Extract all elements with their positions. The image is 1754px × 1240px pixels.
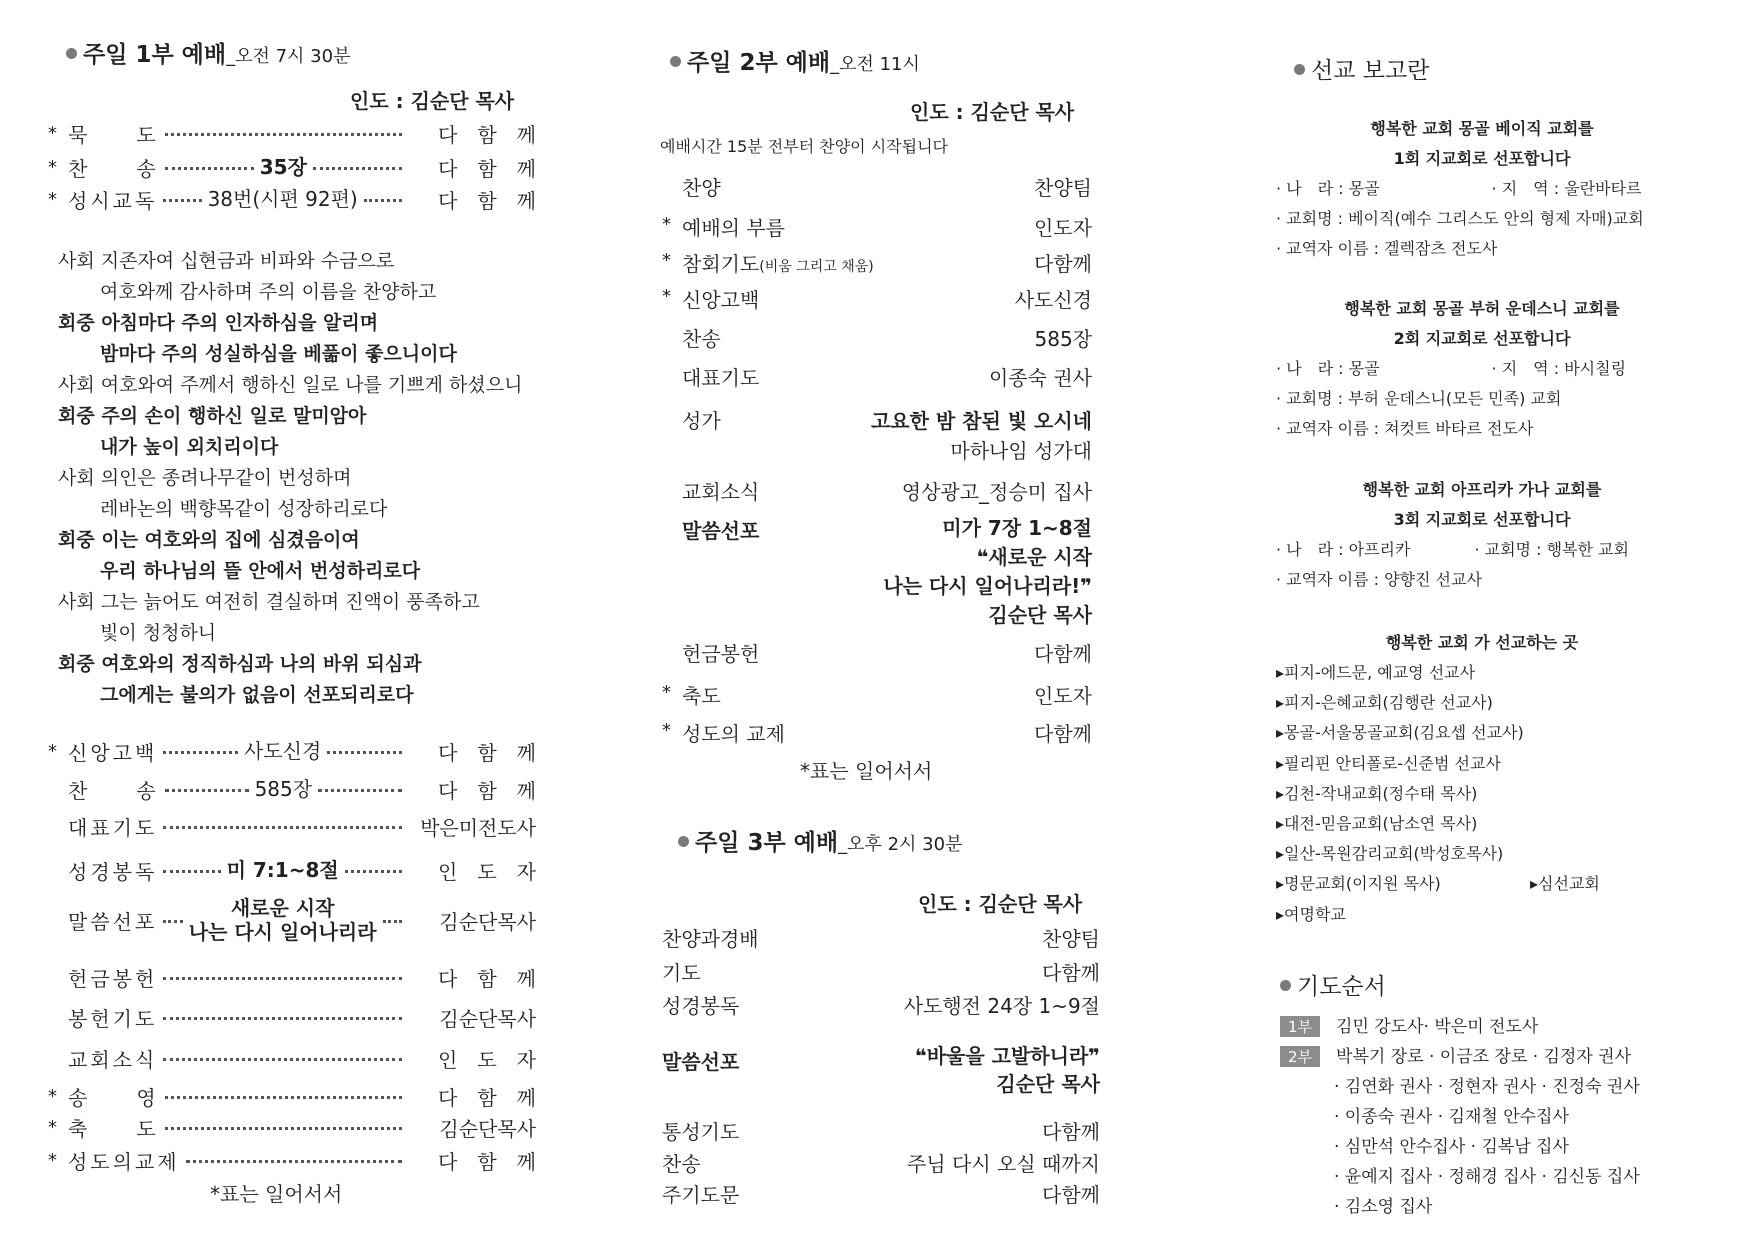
dot-leader — [186, 1154, 402, 1163]
order-label: 성도의 교제 — [682, 722, 785, 746]
service1-heading — [66, 36, 350, 69]
order-value: 다 함 께 — [438, 778, 537, 803]
order-value: 찬양팀 — [1042, 927, 1100, 951]
reading-line: 회중 여호와의 정직하심과 나의 바위 되심과 — [58, 653, 422, 675]
order-value: 다함께 — [1042, 1120, 1100, 1144]
order-value: 다 함 께 — [438, 1149, 536, 1174]
order-label: 말씀선포 — [68, 909, 158, 934]
service3-time: _오후 2시 30분 — [838, 834, 963, 855]
mission-block-line: · 나 라 : 몽골 · 지 역 : 바시칠링 — [1276, 359, 1627, 378]
service2-anthem-label: 성가 — [682, 409, 721, 433]
sermon-line: 김순단 목사 — [996, 1072, 1100, 1096]
order-label-sub: (비움 그리고 채움) — [759, 259, 874, 275]
star-mark: * — [662, 720, 671, 741]
service1-note: *표는 일어서서 — [210, 1182, 343, 1206]
dot-leader — [165, 1090, 402, 1099]
prayer-line-2: 박복기 장로 · 이금조 장로 · 김정자 권사 — [1336, 1047, 1632, 1067]
dot-leader — [318, 783, 402, 792]
order-label-text: 대표기도 — [682, 366, 760, 390]
mission-block-title: 행복한 교회 아프리카 가나 교회를 — [1362, 480, 1602, 499]
sermon-line: ❝새로운 시작 — [976, 545, 1092, 569]
reading-line: 회중 아침마다 주의 인자하심을 알리며 — [58, 312, 379, 334]
reading-line: 그에게는 불의가 없음이 선포되리로다 — [100, 684, 414, 706]
dot-leader — [163, 914, 182, 923]
prayer-row-2 — [1280, 1042, 1631, 1067]
mission-block-line: · 교회명 : 베이직(예수 그리스도 안의 형제 자매)교회 — [1276, 209, 1644, 228]
order-row — [48, 118, 536, 148]
dot-leader — [163, 745, 238, 754]
service3-sermon — [915, 1042, 1100, 1098]
star-mark: * — [48, 1085, 57, 1107]
order-label: 성경봉독 — [68, 859, 158, 884]
prayer-line: · 심만석 안수집사 · 김복남 집사 — [1334, 1137, 1569, 1157]
service2-anthem-title: 고요한 밤 참된 빛 오시네 — [870, 409, 1092, 433]
prayer-heading — [1280, 968, 1386, 1001]
order-row — [48, 152, 536, 182]
order-label-text: 찬양 — [682, 176, 721, 200]
order-row — [48, 1145, 536, 1175]
order-label: 주기도문 — [662, 1183, 740, 1207]
order-value: 다 함 께 — [438, 122, 536, 147]
order-value: 사도신경 — [1014, 288, 1092, 312]
service2-leader: 인도 : 김순단 목사 — [910, 100, 1075, 124]
sermon-line: 미가 7장 1~8절 — [942, 516, 1092, 540]
order-value: 김순단목사 — [439, 1116, 536, 1141]
star-mark: * — [48, 122, 57, 144]
reading-line: 회중 이는 여호와의 집에 심겼음이여 — [58, 529, 360, 551]
dot-leader — [165, 1121, 402, 1130]
order-label: 찬송 — [662, 1152, 701, 1176]
order-row — [48, 1112, 536, 1142]
dot-leader — [163, 1011, 402, 1020]
bullet-icon — [66, 48, 77, 59]
star-mark: * — [662, 250, 671, 271]
order-row — [48, 736, 536, 766]
bullet-icon — [1294, 64, 1305, 75]
service1-time: _오전 7시 30분 — [226, 46, 351, 67]
order-value: 다함께 — [1042, 1183, 1100, 1207]
star-mark: * — [48, 1116, 57, 1138]
dot-leader — [364, 193, 402, 202]
service2-news-value: 영상광고_정승미 집사 — [901, 480, 1092, 504]
order-value: 이종숙 권사 — [989, 366, 1092, 390]
dot-leader — [163, 193, 201, 202]
bullet-icon — [678, 836, 689, 847]
order-row — [48, 1043, 536, 1073]
order-value: 박은미전도사 — [420, 815, 536, 840]
order-label: 축도 — [682, 684, 721, 708]
order-label: 찬 송 — [68, 156, 159, 181]
order-label: 찬 송 — [68, 778, 159, 803]
star-mark: * — [662, 682, 671, 703]
mission-title: 선교 보고란 — [1311, 58, 1430, 84]
reading-line: 회중 주의 손이 행하신 일로 말미암아 — [58, 405, 367, 427]
service3-sermon-label: 말씀선포 — [662, 1050, 740, 1074]
service2-title: 주일 2부 예배 — [687, 50, 831, 76]
service1-leader: 인도 : 김순단 목사 — [350, 89, 515, 113]
order-row — [48, 962, 536, 992]
order-value: 다 함 께 — [438, 966, 536, 991]
mission-place: ▸김천-작내교회(정수태 목사) — [1276, 783, 1478, 803]
order-value: 다함께 — [1034, 642, 1092, 666]
order-label — [682, 323, 721, 352]
mission-block-line: · 교역자 이름 : 겔렉잠츠 전도사 — [1276, 239, 1498, 258]
order-row — [48, 1081, 536, 1111]
dot-leader — [163, 1052, 402, 1061]
order-value: 찬양팀 — [1034, 176, 1092, 200]
order-value: 주님 다시 오실 때까지 — [907, 1152, 1100, 1176]
mission-block-line: · 교역자 이름 : 양향진 선교사 — [1276, 570, 1482, 589]
dot-leader — [163, 971, 402, 980]
order-mid: 미 7:1~8절 — [226, 858, 339, 882]
order-label-text: 찬송 — [682, 327, 721, 351]
order-row — [48, 811, 536, 841]
order-value: 다함께 — [1034, 252, 1092, 276]
order-value: 사도행전 24장 1~9절 — [903, 994, 1100, 1018]
dot-leader — [383, 914, 402, 923]
mission-block-line: · 교회명 : 부허 운데스니(모든 민족) 교회 — [1276, 389, 1562, 408]
star-mark: * — [48, 740, 57, 762]
sermon-line: ❝바울을 고발하니라❞ — [915, 1044, 1100, 1068]
reading-line: 내가 높이 외치리이다 — [100, 436, 279, 458]
mission-place: ▸명문교회(이지원 목사) — [1276, 874, 1441, 894]
order-label: 봉헌기도 — [68, 1006, 158, 1031]
service1-title: 주일 1부 예배 — [83, 42, 227, 68]
dot-leader — [327, 745, 402, 754]
order-label-text: 예배의 부름 — [682, 216, 785, 240]
prayer-line: · 윤예지 집사 · 정해경 집사 · 김신동 집사 — [1334, 1167, 1640, 1187]
order-value: 인 도 자 — [438, 859, 537, 884]
order-value: 다 함 께 — [438, 156, 537, 181]
mission-place: ▸필리핀 안티폴로-신준범 선교사 — [1276, 753, 1501, 773]
star-mark: * — [48, 156, 57, 178]
order-label — [682, 212, 785, 241]
order-label — [682, 284, 759, 313]
order-value: 인도자 — [1034, 216, 1092, 240]
dot-leader — [165, 783, 249, 792]
order-label: 신앙고백 — [68, 740, 158, 765]
mission-places-title: 행복한 교회 가 선교하는 곳 — [1385, 633, 1579, 652]
service2-anthem-choir: 마하나임 성가대 — [950, 439, 1092, 463]
service2-sermon — [883, 514, 1092, 630]
sermon-line: 김순단 목사 — [988, 603, 1092, 627]
order-value: 다 함 께 — [438, 1085, 536, 1110]
prayer-line: · 김소영 집사 — [1334, 1197, 1433, 1217]
mission-block-title: 행복한 교회 몽골 부허 운데스니 교회를 — [1344, 299, 1620, 318]
dot-leader — [163, 864, 220, 873]
order-label: 대표기도 — [68, 815, 158, 840]
reading-line: 사회 의인은 종려나무같이 번성하며 — [58, 467, 352, 489]
service3-heading — [678, 824, 962, 857]
order-mid: 585장 — [254, 777, 313, 801]
star-mark: * — [662, 214, 671, 235]
dot-leader — [313, 161, 402, 170]
reading-line: 사회 지존자여 십현금과 비파와 수금으로 — [58, 250, 395, 272]
dot-leader — [165, 161, 254, 170]
dot-leader — [345, 864, 402, 873]
prayer-line-1: 김민 강도사· 박은미 전도사 — [1336, 1017, 1539, 1037]
order-row — [48, 896, 536, 944]
order-label: 교회소식 — [68, 1047, 158, 1072]
order-label: 통성기도 — [662, 1120, 740, 1144]
mission-place: ▸피지-에드문, 예교영 선교사 — [1276, 663, 1476, 682]
order-value: 다함께 — [1034, 722, 1092, 746]
order-label — [682, 362, 759, 391]
order-mid: 새로운 시작 나는 다시 일어나리라 — [188, 896, 377, 944]
mission-place: ▸일산-목원감리교회(박성호목사) — [1276, 844, 1504, 864]
order-label: 축 도 — [68, 1116, 159, 1141]
order-row — [48, 855, 536, 885]
prayer-tag-1: 1부 — [1280, 1016, 1320, 1037]
service3-leader: 인도 : 김순단 목사 — [918, 892, 1083, 916]
mission-block-line: · 나 라 : 아프리카 · 교회명 : 행복한 교회 — [1276, 540, 1629, 559]
reading-line: 밤마다 주의 성실하심을 베풂이 좋으니이다 — [100, 343, 457, 365]
order-value: 김순단목사 — [439, 1006, 536, 1031]
mission-place: ▸여명학교 — [1276, 904, 1346, 924]
mission-place: ▸대전-믿음교회(남소연 목사) — [1276, 814, 1478, 833]
mission-block-subtitle: 3회 지교회로 선포합니다 — [1393, 510, 1571, 529]
order-row — [48, 774, 536, 804]
dot-leader — [163, 820, 402, 829]
mission-block-subtitle: 1회 지교회로 선포합니다 — [1393, 149, 1571, 168]
order-label: 찬양과경배 — [662, 927, 759, 951]
prayer-tag-2: 2부 — [1280, 1046, 1320, 1067]
order-value: 김순단목사 — [439, 909, 536, 934]
order-label — [682, 172, 721, 201]
order-label: 성시교독 — [68, 188, 158, 213]
order-label — [682, 248, 874, 277]
service2-note: *표는 일어서서 — [800, 759, 933, 783]
order-value: 다함께 — [1042, 961, 1100, 985]
order-value: 585장 — [1034, 327, 1092, 351]
prayer-line: · 김연화 권사 · 정현자 권사 · 진정숙 권사 — [1334, 1077, 1640, 1097]
reading-line: 사회 그는 늙어도 여전히 결실하며 진액이 풍족하고 — [58, 591, 480, 613]
mission-place: ▸피지-은혜교회(김행란 선교사) — [1276, 693, 1493, 713]
mission-block-title: 행복한 교회 몽골 베이직 교회를 — [1370, 119, 1594, 138]
bullet-icon — [1280, 980, 1291, 991]
mission-place: ▸몽골-서울몽골교회(김요셉 선교사) — [1276, 723, 1524, 743]
reading-line: 레바논의 백향목같이 성장하리로다 — [100, 498, 388, 520]
order-label-text: 참회기도 — [682, 252, 760, 276]
order-value: 인도자 — [1034, 684, 1092, 708]
order-mid: 35장 — [259, 155, 307, 179]
order-label: 기도 — [662, 961, 701, 985]
prayer-title: 기도순서 — [1297, 974, 1386, 1000]
reading-line: 빛이 청청하니 — [100, 622, 217, 644]
service2-time: _오전 11시 — [830, 54, 920, 75]
order-label: 송 영 — [68, 1085, 159, 1110]
service2-sermon-label: 말씀선포 — [682, 519, 760, 543]
order-label: 묵 도 — [68, 122, 159, 147]
mission-heading — [1294, 52, 1429, 85]
order-value: 인 도 자 — [438, 1047, 536, 1072]
mission-place-extra: ▸심선교회 — [1530, 874, 1600, 893]
mission-block-subtitle: 2회 지교회로 선포합니다 — [1393, 329, 1571, 348]
star-mark: * — [48, 1149, 57, 1171]
order-value: 다 함 께 — [438, 740, 536, 765]
reading-line: 사회 여호와여 주께서 행하신 일로 나를 기쁘게 하셨으니 — [58, 374, 523, 396]
order-label: 성도의교제 — [68, 1149, 180, 1174]
star-mark: * — [662, 286, 671, 307]
reading-line: 우리 하나님의 뜰 안에서 번성하리로다 — [100, 560, 421, 582]
service3-title: 주일 3부 예배 — [695, 830, 839, 856]
dot-leader — [165, 127, 402, 136]
order-label: 헌금봉헌 — [68, 966, 158, 991]
order-label-text: 신앙고백 — [682, 288, 760, 312]
service2-news-label: 교회소식 — [682, 480, 760, 504]
order-row — [48, 1002, 536, 1032]
reading-line: 여호와께 감사하며 주의 이름을 찬양하고 — [100, 281, 437, 303]
star-mark: * — [48, 188, 57, 210]
order-row — [48, 184, 536, 214]
order-mid: 사도신경 — [244, 739, 322, 763]
order-value: 다 함 께 — [438, 188, 536, 213]
mission-block-line: · 나 라 : 몽골 · 지 역 : 울란바타르 — [1276, 179, 1642, 198]
bullet-icon — [670, 56, 681, 67]
prayer-row-1 — [1280, 1012, 1538, 1037]
prayer-line: · 이종숙 권사 · 김재철 안수집사 — [1334, 1107, 1569, 1127]
mission-block-line: · 교역자 이름 : 쳐컷트 바타르 전도사 — [1276, 419, 1534, 438]
order-label: 성경봉독 — [662, 994, 740, 1018]
sermon-line: 나는 다시 일어나리라!❞ — [883, 574, 1092, 598]
order-mid: 38번(시편 92편) — [207, 187, 358, 211]
service2-heading — [670, 44, 920, 77]
order-label: 헌금봉헌 — [682, 642, 760, 666]
service2-pre-note: 예배시간 15분 전부터 찬양이 시작됩니다 — [660, 137, 948, 156]
